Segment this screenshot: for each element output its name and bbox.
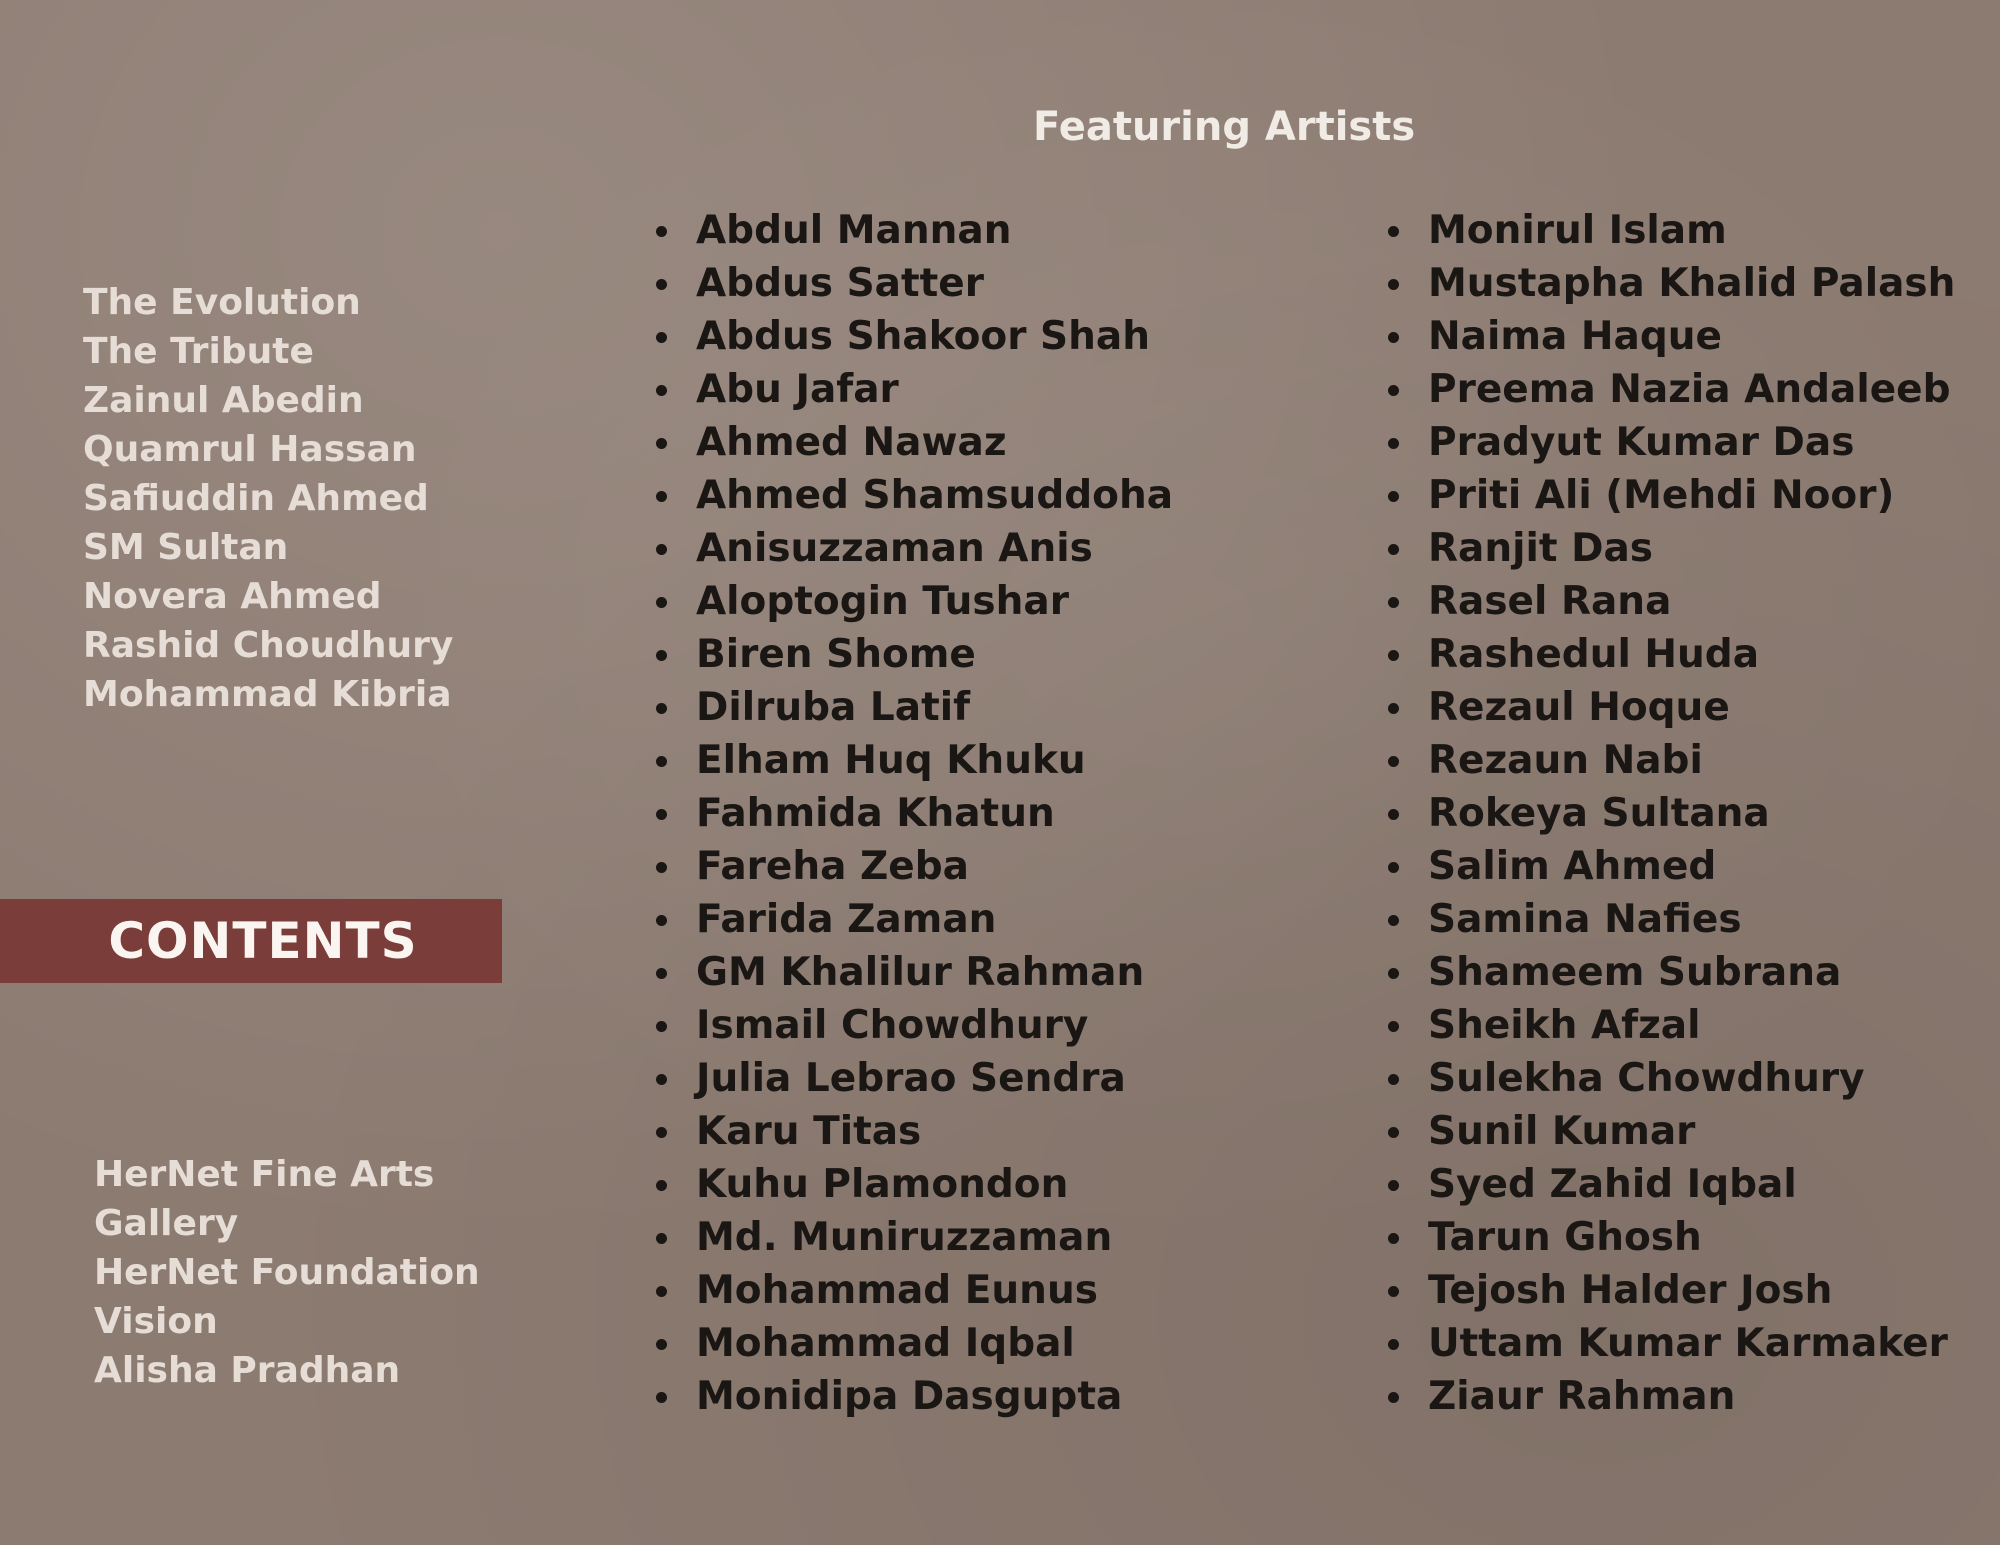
artist-item: Abdul Mannan [650,204,1173,257]
toc-item: Rashid Choudhury [83,625,454,666]
artist-item: Abu Jafar [650,363,1173,416]
artist-item: Tarun Ghosh [1382,1211,1955,1264]
artist-item: Fareha Zeba [650,840,1173,893]
org-item: Alisha Pradhan [94,1350,401,1391]
artist-item: Mustapha Khalid Palash [1382,257,1955,310]
artist-item: Mohammad Iqbal [650,1317,1173,1370]
artist-item: GM Khalilur Rahman [650,946,1173,999]
artist-item: Mohammad Eunus [650,1264,1173,1317]
org-item: Vision [94,1301,218,1342]
artist-item: Sulekha Chowdhury [1382,1052,1955,1105]
artist-item: Syed Zahid Iqbal [1382,1158,1955,1211]
toc-item: Quamrul Hassan [83,429,417,470]
artist-item: Dilruba Latif [650,681,1173,734]
artist-item: Monidipa Dasgupta [650,1370,1173,1423]
contents-heading: CONTENTS [108,912,418,970]
artist-item: Biren Shome [650,628,1173,681]
artist-item: Salim Ahmed [1382,840,1955,893]
toc-item: The Tribute [83,331,314,372]
org-item: HerNet Fine Arts [94,1154,435,1195]
toc-item: Zainul Abedin [83,380,364,421]
artist-item: Ismail Chowdhury [650,999,1173,1052]
artist-item: Md. Muniruzzaman [650,1211,1173,1264]
artist-item: Aloptogin Tushar [650,575,1173,628]
toc-item: Safiuddin Ahmed [83,478,429,519]
artist-item: Kuhu Plamondon [650,1158,1173,1211]
artist-item: Rezaun Nabi [1382,734,1955,787]
artist-item: Sunil Kumar [1382,1105,1955,1158]
org-item: Gallery [94,1203,239,1244]
artist-item: Pradyut Kumar Das [1382,416,1955,469]
artist-list-left [650,204,1173,1423]
artist-item: Elham Huq Khuku [650,734,1173,787]
toc-item: SM Sultan [83,527,289,568]
artist-item: Ranjit Das [1382,522,1955,575]
artist-item: Rashedul Huda [1382,628,1955,681]
contents-banner [0,899,502,983]
artist-item: Tejosh Halder Josh [1382,1264,1955,1317]
artist-item: Rezaul Hoque [1382,681,1955,734]
artist-item: Monirul Islam [1382,204,1955,257]
artist-item: Abdus Satter [650,257,1173,310]
artist-item: Abdus Shakoor Shah [650,310,1173,363]
artist-item: Ahmed Nawaz [650,416,1173,469]
org-item: HerNet Foundation [94,1252,480,1293]
artist-item: Fahmida Khatun [650,787,1173,840]
artist-item: Ahmed Shamsuddoha [650,469,1173,522]
artist-item: Karu Titas [650,1105,1173,1158]
artist-item: Preema Nazia Andaleeb [1382,363,1955,416]
artist-item: Samina Nafies [1382,893,1955,946]
artist-item: Rokeya Sultana [1382,787,1955,840]
page-title: Featuring Artists [1033,104,1416,150]
artist-item: Naima Haque [1382,310,1955,363]
artist-item: Rasel Rana [1382,575,1955,628]
artist-item: Farida Zaman [650,893,1173,946]
toc-item: Novera Ahmed [83,576,382,617]
artist-item: Ziaur Rahman [1382,1370,1955,1423]
artist-item: Shameem Subrana [1382,946,1955,999]
artist-item: Uttam Kumar Karmaker [1382,1317,1955,1370]
artist-item: Anisuzzaman Anis [650,522,1173,575]
artist-item: Sheikh Afzal [1382,999,1955,1052]
artist-list-right [1382,204,1955,1423]
artist-item: Julia Lebrao Sendra [650,1052,1173,1105]
toc-list [83,278,453,719]
toc-item: The Evolution [83,282,361,323]
org-list [94,1150,480,1395]
artist-item: Priti Ali (Mehdi Noor) [1382,469,1955,522]
toc-item: Mohammad Kibria [83,674,452,715]
